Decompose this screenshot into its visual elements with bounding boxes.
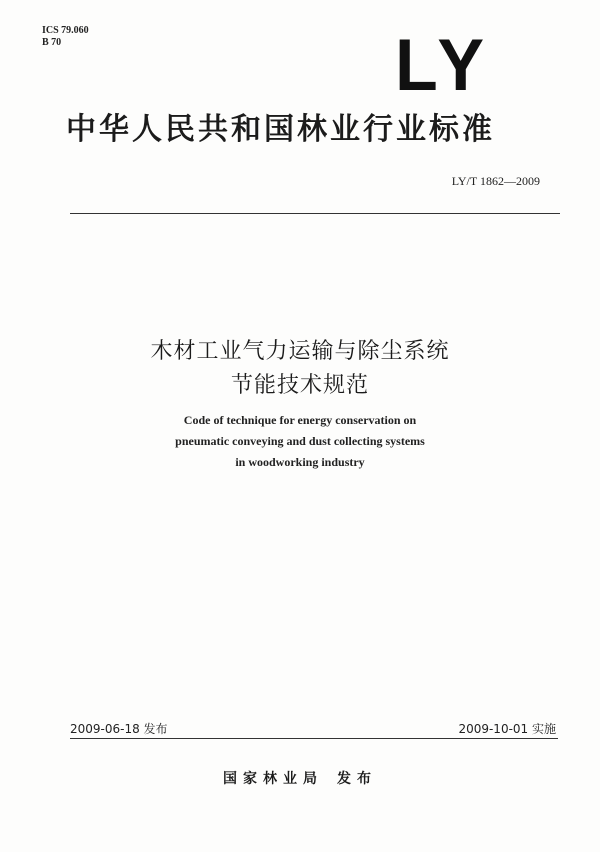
footer-divider: [70, 738, 558, 739]
ics-code: ICS 79.060: [42, 25, 89, 36]
issuer-name: 国家林业局: [223, 771, 323, 787]
header-divider: [70, 213, 560, 214]
standard-number: LY/T 1862—2009: [451, 174, 540, 188]
chinese-title-line-2: 节能技术规范: [230, 373, 369, 398]
english-title-line-2: pneumatic conveying and dust collecting systems: [175, 434, 425, 448]
chinese-title-line-1: 木材工业气力运输与除尘系统: [150, 339, 450, 364]
issue-date: 2009-06-18 发布: [70, 722, 168, 736]
issuer-line: [0, 768, 600, 788]
issuer-action: 发布: [337, 771, 377, 787]
english-title-line-1: Code of technique for energy conservation on: [183, 413, 417, 427]
ly-logo: LY: [395, 23, 491, 106]
standard-category-title: 中华人民共和国林业行业标准: [66, 112, 495, 147]
classification-codes: [42, 25, 89, 49]
english-title: [0, 410, 600, 473]
ccs-code: B 70: [42, 37, 62, 48]
implementation-date: 2009-10-01 实施: [458, 722, 556, 736]
english-title-line-3: in woodworking industry: [235, 455, 365, 469]
